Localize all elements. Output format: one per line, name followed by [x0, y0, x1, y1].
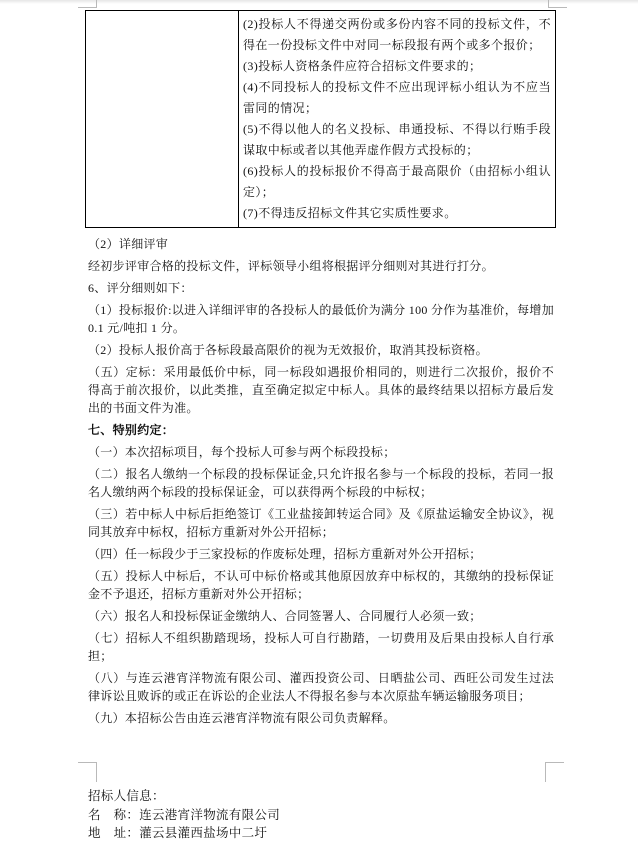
paragraph: （五）投标人中标后，不认可中标价格或其他原因放弃中标权的，其缴纳的投标保证金不予退还，招标方重新对外公开招标；: [88, 569, 554, 601]
paragraph: （2）投标人报价高于各标段最高限价的视为无效报价，取消其投标资格。: [88, 343, 488, 357]
bidder-info-title: 招标人信息：: [88, 789, 165, 803]
body-paragraphs: [85, 235, 554, 727]
table-row: [86, 11, 556, 228]
margin-crop-mark-top-right: [548, 0, 567, 8]
bidder-info-block: [85, 787, 556, 843]
paragraph: （七）招标人不组织勘踏现场，投标人可自行勘踏，一切费用及后果由投标人自行承担；: [88, 631, 554, 663]
paragraph: （五）定标：采用最低价中标，同一标段如遇报价相同的，则进行二次报价，报价不得高于前次报价，以此类推，直至确定拟定中标人。具体的最终结果以招标方最后发出的书面文件为准。: [88, 365, 554, 415]
page-content: [85, 10, 556, 843]
bidder-info-line: 名 称：连云港宵洋物流有限公司: [88, 807, 281, 822]
paragraph: （2）详细评审: [88, 237, 169, 251]
paragraph: （一）本次招标项目，每个投标人可参与两个标段投标；: [88, 445, 396, 459]
table-item: (2)投标人不得递交两份或多份内容不同的投标文件，不得在一份投标文件中对同一标段报有两个或多个报价；: [243, 17, 551, 52]
paragraph: （八）与连云港宵洋物流有限公司、灌西投资公司、日晒盐公司、西旺公司发生过法律诉讼且败诉的或正在诉讼的企业法人不得报名参与本次原盐车辆运输服务项目；: [88, 671, 554, 703]
bidder-info-line: 地 址：灌云县灌西盐场中二圩: [88, 826, 268, 840]
criteria-table-left-cell: [86, 11, 239, 228]
table-item: (3)投标人资格条件应符合招标文件要求的；: [243, 59, 482, 73]
paragraph: （三）若中标人中标后拒绝签订《工业盐接卸转运合同》及《原盐运输安全协议》，视同其放弃中标权，招标方重新对外公开招标；: [88, 507, 554, 539]
table-item: (6)投标人的投标报价不得高于最高限价（由招标小组认定）；: [243, 164, 551, 199]
paragraph: （四）任一标段少于三家投标的作废标处理，招标方重新对外公开招标；: [88, 547, 482, 561]
bidder-info-lines: [88, 806, 556, 843]
table-item: (5)不得以他人的名义投标、串通投标、不得以行贿手段谋取中标或者以其他弄虚作假方式投标的；: [243, 122, 551, 157]
paragraph: （1）投标报价:以进入详细评审的各投标人的最低价为满分 100 分作为基准价，每增加 0.1 元/吨扣 1 分。: [88, 303, 554, 335]
margin-crop-mark-top-left: [78, 0, 97, 8]
paragraph: （二）报名人缴纳一个标段的投标保证金,只允许报名参与一个标段的投标，若同一报名人缴纳两个标段的投标保证金，可以获得两个标段的中标权；: [88, 467, 554, 499]
paragraph: 七、特别约定：: [88, 423, 175, 437]
table-item: (4)不同投标人的投标文件不应出现评标小组认为不应当雷同的情况；: [243, 80, 551, 115]
paragraph: 经初步评审合格的投标文件，评标领导小组将根据评分细则对其进行打分。: [88, 259, 494, 273]
table-item: (7)不得违反招标文件其它实质性要求。: [243, 206, 457, 220]
paragraph: （六）报名人和投标保证金缴纳人、合同签署人、合同履行人必须一致；: [88, 609, 482, 623]
criteria-table-right-cell: [239, 11, 556, 228]
paragraph: 6、评分细则如下：: [88, 281, 193, 295]
paragraph: （九）本招标公告由连云港宵洋物流有限公司负责解释。: [88, 711, 396, 725]
criteria-table: [85, 10, 556, 228]
